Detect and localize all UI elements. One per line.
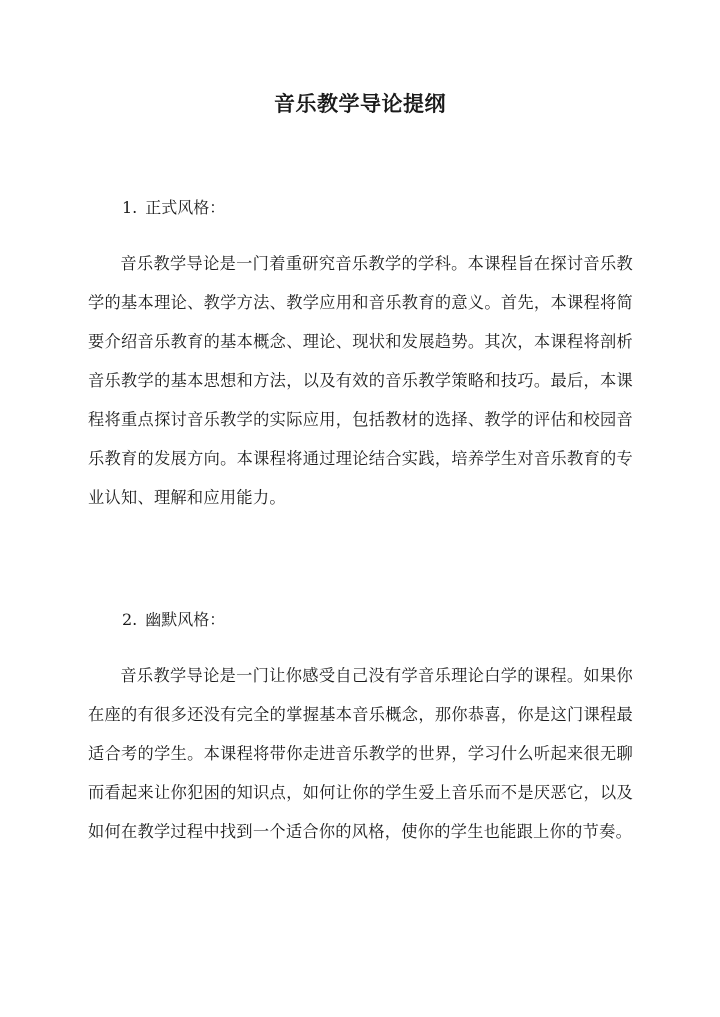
section-heading-formal (122, 196, 225, 220)
page-title: 音乐教学导论提纲 (274, 91, 446, 116)
section-number: 1. (122, 198, 138, 217)
section-heading-humor (122, 608, 225, 632)
section-paragraph-formal: 音乐教学导论是一门着重研究音乐教学的学科。本课程旨在探讨音乐教学的基本理论、教学方法、教学应用和音乐教育的意义。首先，本课程将简要介绍音乐教育的基本概念、理论、现状和发展趋势。其次，本课程将剖析音乐教学的基本思想和方法，以及有效的音乐教学策略和技巧。最后，本课程将重点探讨音乐教学的实际应用，包括教材的选择、教学的评估和校园音乐教育的发展方向。本课程将通过理论结合实践，培养学生对音乐教育的专业认知、理解和应用能力。 (88, 254, 633, 507)
section-heading-text: 幽默风格： (145, 610, 226, 629)
section-number: 2. (122, 610, 138, 629)
section-heading-text: 正式风格： (145, 198, 226, 217)
section-paragraph-humor: 音乐教学导论是一门让你感受自己没有学音乐理论白学的课程。如果你在座的有很多还没有完全的掌握基本音乐概念，那你恭喜，你是这门课程最适合考的学生。本课程将带你走进音乐教学的世界，学习什么听起来很无聊而看起来让你犯困的知识点，如何让你的学生爱上音乐而不是厌恶它，以及如何在教学过程中找到一个适合你的风格，使你的学生也能跟上你的节奏。 (88, 666, 633, 841)
